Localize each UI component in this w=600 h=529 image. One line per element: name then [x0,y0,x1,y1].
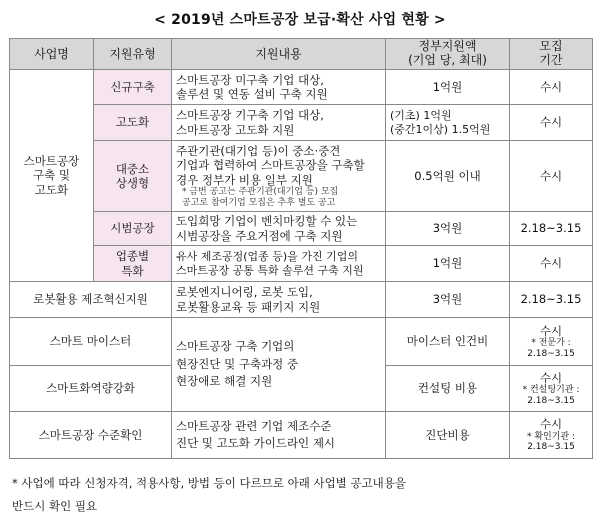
amount-cell: 마이스터 인건비 [386,318,510,366]
period-cell: 수시 [510,246,593,282]
period-cell [510,366,593,412]
period-note: * 전문가 : 2.18~3.15 [527,338,575,359]
amount-cell: 1억원 [386,70,510,105]
period-note: * 확인기관 : 2.18~3.15 [526,431,576,453]
period-cell: 수시 [510,141,593,212]
content-text: 주관기관(대기업 등)이 중소·중견 기업과 협력하여 스마트공장을 구축할 경우 정부가 비용 일부 지원 [176,144,365,187]
amount-cell: 3억원 [386,282,510,318]
table-row [10,141,593,212]
content-cell: 스마트공장 기구축 기업 대상, 스마트공장 고도화 지원 [172,105,386,141]
program-table [9,38,593,459]
amount-cell: 컨설팅 비용 [386,366,510,412]
type-cell: 대중소 상생형 [94,141,172,212]
table-row [10,212,593,246]
group-smart-factory: 스마트공장 구축 및 고도화 [10,70,94,282]
header-content: 지원내용 [172,39,386,70]
content-cell: 스마트공장 관련 기업 제조수준 진단 및 고도화 가이드라인 제시 [172,412,386,459]
business-name-cell: 스마트 마이스터 [10,318,172,366]
content-cell: 유사 제조공정(업종 등)을 가진 기업의 스마트공장 공통 특화 솔루션 구축 지원 [172,246,386,282]
period-cell: 2.18~3.15 [510,282,593,318]
type-cell: 신규구축 [94,70,172,105]
table-row [10,412,593,459]
business-name-cell: 스마트화역량강화 [10,366,172,412]
amount-cell: 진단비용 [386,412,510,459]
table-row [10,282,593,318]
footnote: * 사업에 따라 신청자격, 적용사항, 방법 등이 다르므로 아래 사업별 공고내용을 반드시 확인 필요 [12,476,406,513]
business-name-cell: 로봇활용 제조혁신지원 [10,282,172,318]
period-cell: 2.18~3.15 [510,212,593,246]
content-note: * 금번 공고는 주관기관(대기업 등) 모집 공고로 참여기업 모집은 추후 별도 공고 [182,187,339,208]
content-cell: 스마트공장 미구축 기업 대상, 솔루션 및 연동 설비 구축 지원 [172,70,386,105]
type-cell: 업종별 특화 [94,246,172,282]
amount-cell: (기초) 1억원 (중간1이상) 1.5억원 [386,105,510,141]
content-cell: 로봇엔지니어링, 로봇 도입, 로봇활용교육 등 패키지 지원 [172,282,386,318]
content-cell: 도입희망 기업이 벤치마킹할 수 있는 시범공장을 주요거점에 구축 지원 [172,212,386,246]
type-cell: 고도화 [94,105,172,141]
period-note: * 컨설팅기관 : 2.18~3.15 [522,385,580,406]
period-cell: 수시 [510,105,593,141]
period-text: 수시 [539,417,563,432]
shared-content-cell: 스마트공장 구축 기업의 현장진단 및 구축과정 중 현장애로 해결 지원 [172,318,386,412]
amount-cell: 0.5억원 이내 [386,141,510,212]
period-text: 수시 [539,370,563,385]
table-row [10,318,593,366]
table-row [10,246,593,282]
type-cell: 시범공장 [94,212,172,246]
header-type: 지원유형 [94,39,172,70]
period-cell: 수시 [510,70,593,105]
table-header-row [10,39,593,70]
page-title: < 2019년 스마트공장 보급·확산 사업 현황 > [154,12,446,28]
amount-cell: 3억원 [386,212,510,246]
period-cell [510,318,593,366]
period-cell [510,412,593,459]
table-row [10,70,593,105]
table-row [10,105,593,141]
amount-cell: 1억원 [386,246,510,282]
period-text: 수시 [539,323,563,338]
content-cell [172,141,386,212]
business-name-cell: 스마트공장 수준확인 [10,412,172,459]
header-business: 사업명 [10,39,94,70]
header-amount: 정부지원액 (기업 당, 최대) [386,39,510,70]
header-period: 모집 기간 [510,39,593,70]
